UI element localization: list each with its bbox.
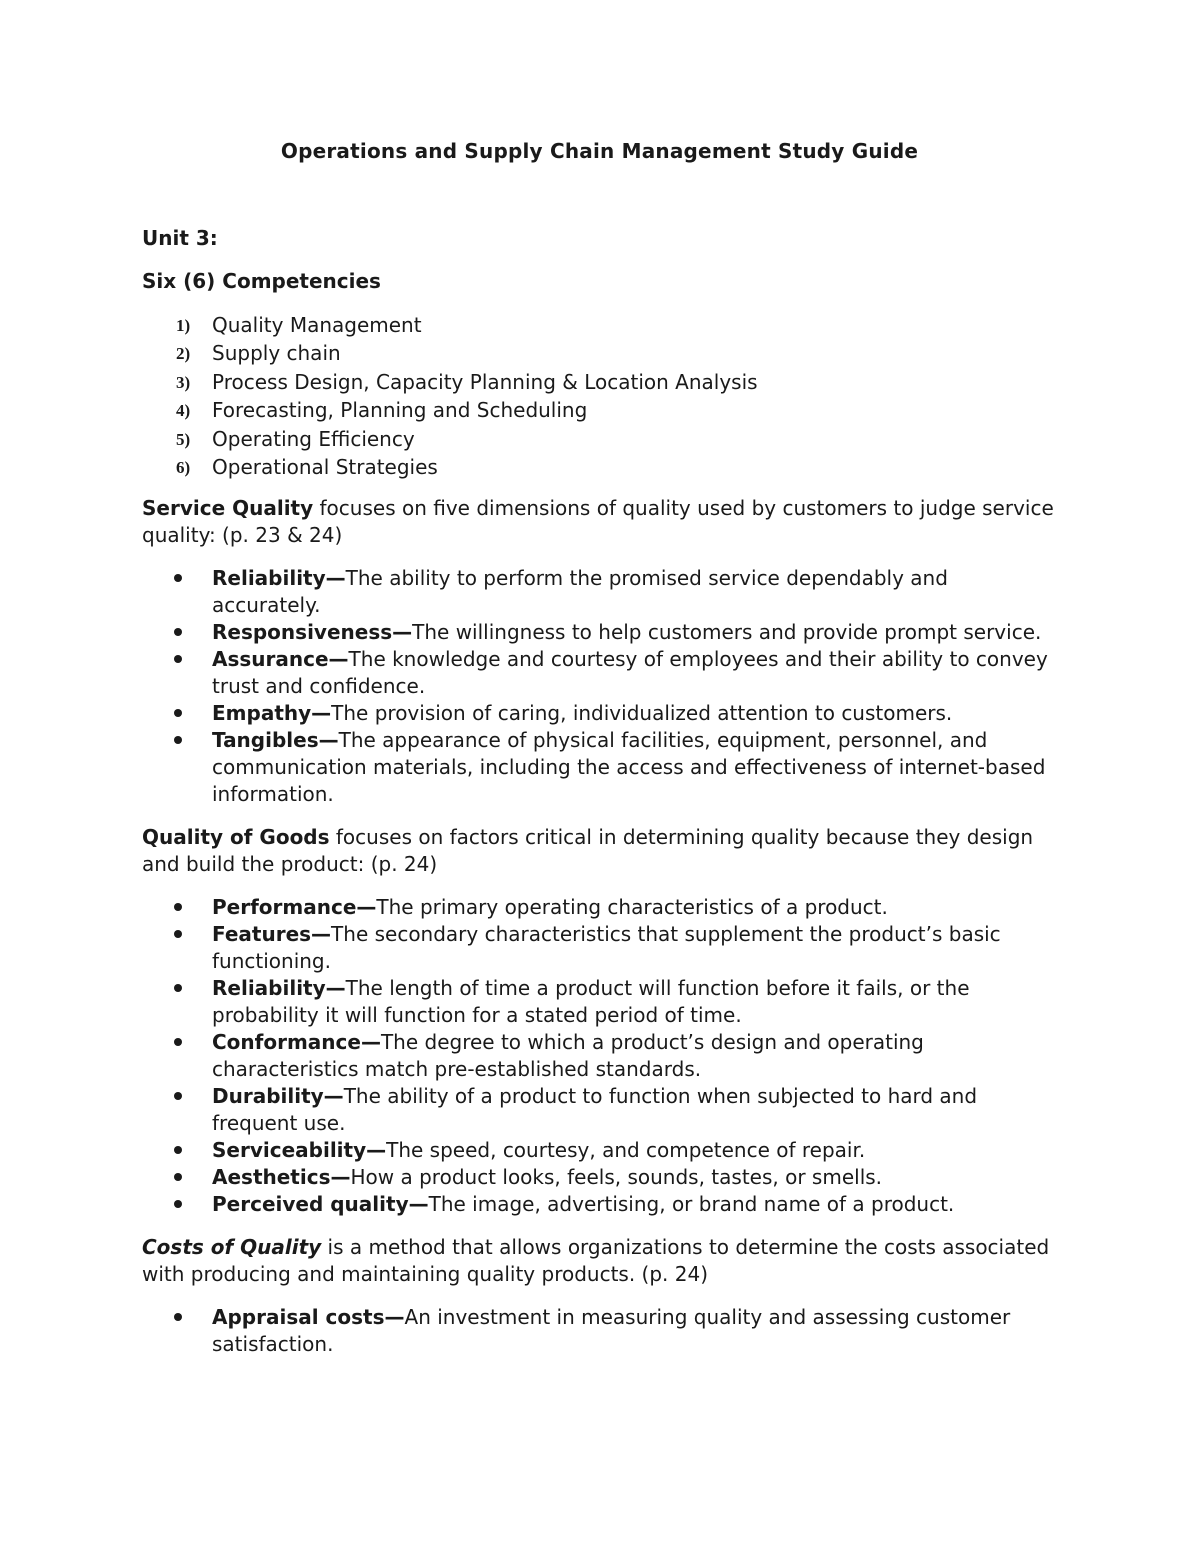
goods-dimension-item: [142, 894, 1057, 921]
goods-dimension-item: [142, 1137, 1057, 1164]
competency-number: 6): [176, 458, 191, 478]
competency-item: [142, 368, 1057, 396]
dimension-term: Reliability—: [212, 566, 346, 591]
document-page: [142, 138, 1057, 1374]
goods-dimension-item: [142, 1191, 1057, 1218]
competency-item: [142, 311, 1057, 339]
quality-of-goods-list: [142, 894, 1057, 1218]
dimension-description: The appearance of physical facilities, equipment, personnel, and communication materials, including the access and effectiveness of internet-based information.: [212, 728, 1046, 807]
dimension-description: The provision of caring, individualized attention to customers.: [331, 701, 953, 726]
competencies-list: [142, 311, 1057, 481]
bullet-icon: [174, 1173, 182, 1181]
competency-text: Operating Efficiency: [212, 426, 415, 451]
quality-of-goods-intro: [142, 824, 1057, 878]
competency-item: [142, 425, 1057, 453]
dimension-description: The secondary characteristics that supplement the product’s basic functioning.: [212, 922, 1001, 974]
dimension-term: Durability—: [212, 1084, 344, 1109]
competency-item: [142, 453, 1057, 481]
costs-of-quality-intro: [142, 1234, 1057, 1288]
dimension-term: Aesthetics—: [212, 1165, 351, 1190]
cost-description: An investment in measuring quality and assessing customer satisfaction.: [212, 1305, 1011, 1357]
dimension-description: The length of time a product will function before it fails, or the probability it will function for a stated period of time.: [212, 976, 970, 1028]
costs-of-quality-term: Costs of Quality: [142, 1235, 322, 1260]
service-dimension-item: [142, 646, 1057, 700]
competency-number: 5): [176, 429, 191, 449]
goods-dimension-item: [142, 1083, 1057, 1137]
dimension-description: The image, advertising, or brand name of a product.: [428, 1192, 955, 1217]
dimension-term: Performance—: [212, 895, 377, 920]
competency-text: Operational Strategies: [212, 455, 438, 480]
competency-number: 2): [176, 344, 191, 364]
quality-of-goods-term: Quality of Goods: [142, 825, 330, 850]
costs-of-quality-text: is a method that allows organizations to determine the costs associated with producing and maintaining quality products. (p. 24): [142, 1235, 1050, 1287]
goods-dimension-item: [142, 1029, 1057, 1083]
quality-of-goods-text: focuses on factors critical in determining quality because they design and build the product: (p. 24): [142, 825, 1034, 877]
bullet-icon: [174, 574, 182, 582]
dimension-term: Empathy—: [212, 701, 332, 726]
bullet-icon: [174, 709, 182, 717]
bullet-icon: [174, 655, 182, 663]
bullet-icon: [174, 1038, 182, 1046]
dimension-description: The ability to perform the promised service dependably and accurately.: [212, 566, 948, 618]
service-dimension-item: [142, 727, 1057, 808]
goods-dimension-item: [142, 975, 1057, 1029]
dimension-description: The primary operating characteristics of a product.: [376, 895, 888, 920]
costs-of-quality-list: [142, 1304, 1057, 1358]
competency-text: Supply chain: [212, 341, 341, 366]
bullet-icon: [174, 628, 182, 636]
dimension-description: The knowledge and courtesy of employees and their ability to convey trust and confidence.: [212, 647, 1048, 699]
competency-text: Forecasting, Planning and Scheduling: [212, 398, 588, 423]
service-quality-term: Service Quality: [142, 496, 314, 521]
service-dimension-item: [142, 700, 1057, 727]
dimension-term: Features—: [212, 922, 332, 947]
dimension-description: The ability of a product to function when subjected to hard and frequent use.: [212, 1084, 978, 1136]
service-dimension-item: [142, 619, 1057, 646]
bullet-icon: [174, 1146, 182, 1154]
service-quality-text: focuses on five dimensions of quality used by customers to judge service quality: (p. 23 & 24): [142, 496, 1054, 548]
service-quality-list: [142, 565, 1057, 808]
competencies-heading: Six (6) Competencies: [142, 269, 381, 293]
dimension-term: Conformance—: [212, 1030, 381, 1055]
cost-term: Appraisal costs—: [212, 1305, 405, 1330]
competency-text: Process Design, Capacity Planning & Location Analysis: [212, 369, 758, 394]
dimension-term: Tangibles—: [212, 728, 339, 753]
dimension-term: Responsiveness—: [212, 620, 413, 645]
dimension-description: The degree to which a product’s design and operating characteristics match pre-established standards.: [212, 1030, 924, 1082]
dimension-term: Reliability—: [212, 976, 346, 1001]
bullet-icon: [174, 1092, 182, 1100]
goods-dimension-item: [142, 1164, 1057, 1191]
service-quality-intro: [142, 495, 1057, 549]
dimension-term: Perceived quality—: [212, 1192, 429, 1217]
bullet-icon: [174, 930, 182, 938]
document-title: Operations and Supply Chain Management Study Guide: [280, 139, 919, 163]
service-dimension-item: [142, 565, 1057, 619]
dimension-description: How a product looks, feels, sounds, tastes, or smells.: [350, 1165, 883, 1190]
competency-item: [142, 396, 1057, 424]
unit-heading: Unit 3:: [142, 226, 218, 250]
competency-item: [142, 339, 1057, 367]
dimension-term: Serviceability—: [212, 1138, 387, 1163]
bullet-icon: [174, 736, 182, 744]
cost-item: [142, 1304, 1057, 1358]
competency-number: 4): [176, 401, 191, 421]
dimension-description: The speed, courtesy, and competence of repair.: [386, 1138, 866, 1163]
competency-number: 3): [176, 372, 191, 392]
bullet-icon: [174, 1200, 182, 1208]
bullet-icon: [174, 903, 182, 911]
competency-text: Quality Management: [212, 313, 422, 337]
bullet-icon: [174, 984, 182, 992]
competency-number: 1): [176, 316, 191, 335]
dimension-description: The willingness to help customers and provide prompt service.: [412, 620, 1042, 645]
goods-dimension-item: [142, 921, 1057, 975]
bullet-icon: [174, 1313, 182, 1321]
dimension-term: Assurance—: [212, 647, 349, 672]
